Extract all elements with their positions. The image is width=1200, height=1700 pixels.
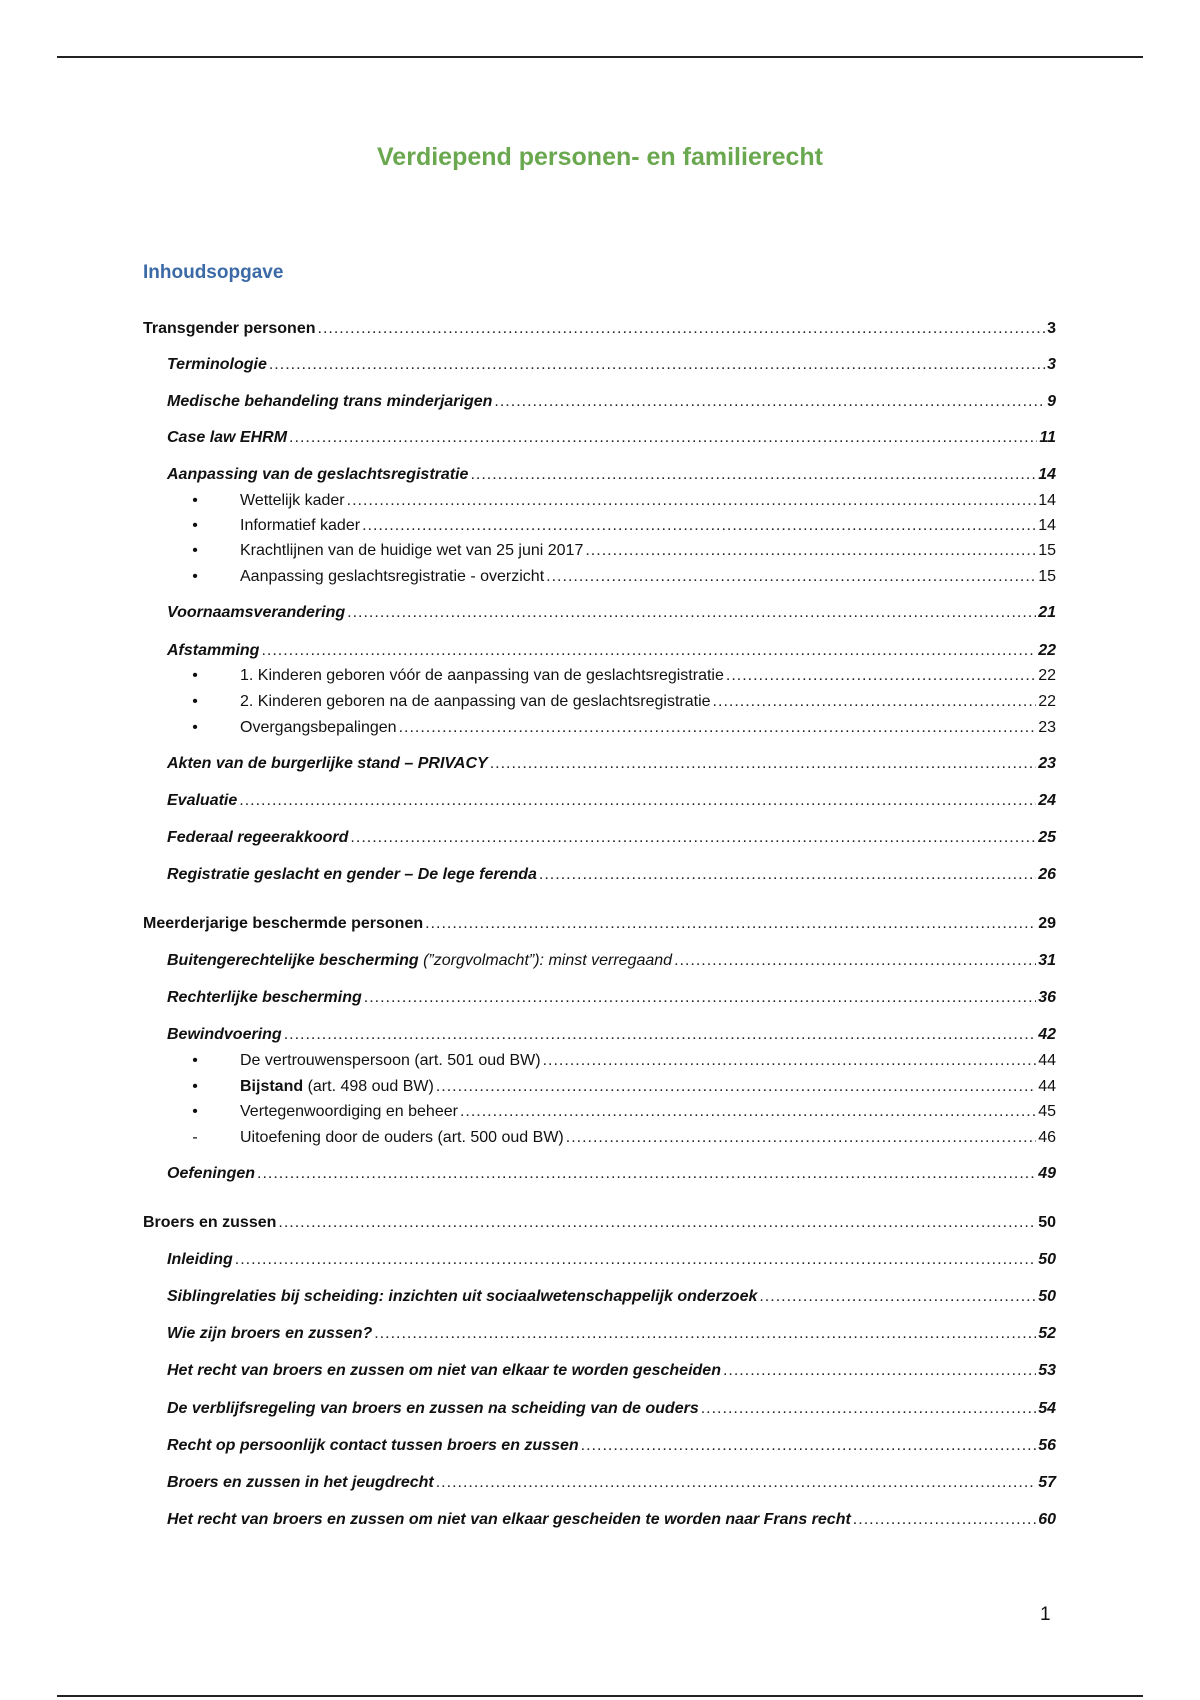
toc-entry-label: Wettelijk kader [240, 492, 345, 509]
toc-page-number: 31 [1038, 952, 1056, 969]
toc-entry-sub[interactable] [143, 1102, 1056, 1122]
bullet-icon: • [192, 568, 198, 585]
bullet-icon: • [192, 693, 198, 710]
dot-leader [546, 567, 1036, 587]
toc-page-number: 24 [1038, 792, 1056, 809]
toc-page-number: 46 [1038, 1129, 1056, 1146]
toc-entry-label: De verblijfsregeling van broers en zussen na scheiding van de ouders [167, 1400, 699, 1417]
toc-entry-label: Meerderjarige beschermde personen [143, 915, 424, 932]
toc-page-number: 14 [1038, 466, 1056, 483]
dot-leader [460, 1102, 1036, 1122]
toc-entry-label: Wie zijn broers en zussen? [167, 1325, 373, 1342]
toc-page-number: 15 [1038, 568, 1056, 585]
toc-entry-text [240, 567, 544, 587]
toc-entry-text [167, 603, 345, 623]
dot-leader [470, 465, 1036, 485]
bullet-icon: • [192, 1078, 198, 1095]
dot-leader [490, 754, 1037, 774]
toc-page-number: 14 [1038, 492, 1056, 509]
toc-entry-label: Aanpassing van de geslachtsregistratie [167, 466, 469, 483]
toc-entry-text [143, 914, 423, 934]
toc-entry-label: Inleiding [167, 1251, 233, 1268]
toc-entry-text [167, 392, 492, 412]
toc-page-number: 50 [1038, 1251, 1056, 1268]
dot-leader [347, 603, 1036, 623]
toc-entry-sub[interactable] [143, 1077, 1056, 1097]
toc-entry-text [143, 1213, 276, 1233]
toc-page-number: 23 [1038, 755, 1056, 772]
toc-entry-label: Broers en zussen [143, 1214, 277, 1231]
toc-page-number: 60 [1038, 1511, 1056, 1528]
toc-entry-section[interactable] [143, 865, 1056, 885]
toc-entry-text [167, 865, 537, 885]
toc-entry-section[interactable] [143, 1250, 1056, 1270]
toc-entry-section[interactable] [143, 1436, 1056, 1456]
toc-entry-text [167, 641, 259, 661]
toc-entry-chapter[interactable] [143, 914, 1056, 934]
toc-page-number: 50 [1038, 1288, 1056, 1305]
toc-entry-label: 2. Kinderen geboren na de aanpassing van de geslachtsregistratie [240, 693, 711, 710]
toc-entry-section[interactable] [143, 392, 1056, 412]
toc-page-number: 53 [1038, 1362, 1056, 1379]
dot-leader [566, 1128, 1036, 1148]
document-title: Verdiepend personen- en familierecht [377, 143, 823, 171]
dot-leader [347, 491, 1037, 511]
toc-entry-label: (art. 498 oud BW) [303, 1078, 434, 1095]
toc-entry-label: Broers en zussen in het jeugdrecht [167, 1474, 434, 1491]
toc-entry-section[interactable] [143, 465, 1056, 485]
dot-leader [362, 516, 1036, 536]
toc-entry-section[interactable] [143, 1164, 1056, 1184]
toc-entry-section[interactable] [143, 1510, 1056, 1530]
toc-entry-sub[interactable] [143, 1128, 1056, 1148]
dot-leader [853, 1510, 1036, 1530]
toc-entry-label: Uitoefening door de ouders (art. 500 oud BW) [240, 1129, 564, 1146]
toc-entry-label: Evaluatie [167, 792, 238, 809]
toc-entry-sub[interactable] [143, 567, 1056, 587]
toc-entry-label: Afstamming [167, 642, 260, 659]
toc-entry-section[interactable] [143, 1025, 1056, 1045]
toc-entry-label: Voornaamsverandering [167, 604, 346, 621]
dot-leader [278, 1213, 1036, 1233]
toc-entry-section[interactable] [143, 988, 1056, 1008]
toc-page-number: 54 [1038, 1400, 1056, 1417]
toc-page-number: 44 [1038, 1052, 1056, 1069]
dot-leader [374, 1324, 1036, 1344]
toc-entry-label: Akten van de burgerlijke stand – PRIVACY [167, 755, 488, 772]
toc-entry-label: Bewindvoering [167, 1026, 282, 1043]
toc-heading: Inhoudsopgave [143, 262, 284, 283]
toc-entry-text [167, 1287, 757, 1307]
dot-leader [239, 791, 1036, 811]
toc-entry-label: Registratie geslacht en gender – De lege ferenda [167, 866, 537, 883]
dot-leader [759, 1287, 1036, 1307]
toc-entry-text [240, 541, 583, 561]
toc-entry-label: Rechterlijke bescherming [167, 989, 362, 1006]
dot-leader [701, 1399, 1036, 1419]
page-number: 1 [1040, 1604, 1051, 1625]
dot-leader [257, 1164, 1036, 1184]
toc-entry-sub[interactable] [143, 1051, 1056, 1071]
toc-entry-label: Terminologie [167, 356, 267, 373]
bullet-icon: • [192, 517, 198, 534]
toc-entry-sub[interactable] [143, 491, 1056, 511]
toc-entry-text [240, 692, 711, 712]
dot-leader [235, 1250, 1036, 1270]
toc-page-number: 14 [1038, 517, 1056, 534]
bullet-icon: • [192, 667, 198, 684]
dot-leader [269, 355, 1045, 375]
bullet-icon: • [192, 492, 198, 509]
toc-entry-text [167, 1164, 255, 1184]
toc-entry-section[interactable] [143, 603, 1056, 623]
dot-leader [581, 1436, 1037, 1456]
toc-entry-text [240, 666, 724, 686]
toc-entry-text [167, 428, 287, 448]
toc-entry-label: Overgangsbepalingen [240, 719, 397, 736]
toc-entry-sub[interactable] [143, 541, 1056, 561]
toc-page-number: 3 [1047, 320, 1056, 337]
bullet-icon: • [192, 719, 198, 736]
dot-leader [284, 1025, 1037, 1045]
dot-leader [350, 828, 1036, 848]
toc-entry-label: Federaal regeerakkoord [167, 829, 349, 846]
dot-leader [436, 1473, 1036, 1493]
toc-entry-label: Buitengerechtelijke bescherming [167, 952, 419, 969]
toc-entry-text [167, 1324, 372, 1344]
toc-page-number: 56 [1038, 1437, 1056, 1454]
toc-entry-section[interactable] [143, 1324, 1056, 1344]
dot-leader [425, 914, 1036, 934]
toc-entry-text [167, 1436, 579, 1456]
footer-rule [57, 1695, 1143, 1697]
toc-entry-text [240, 718, 397, 738]
toc-entry-text [167, 465, 468, 485]
toc-entry-label: Case law EHRM [167, 429, 288, 446]
toc-entry-text [167, 1250, 233, 1270]
toc-page-number: 45 [1038, 1103, 1056, 1120]
toc-entry-text [167, 754, 488, 774]
toc-entry-label: Het recht van broers en zussen om niet van elkaar gescheiden te worden naar Frans recht [167, 1511, 851, 1528]
bullet-icon: • [192, 1052, 198, 1069]
dot-leader [539, 865, 1036, 885]
toc-page-number: 22 [1038, 693, 1056, 710]
toc-entry-text [240, 1051, 541, 1071]
toc-page-number: 15 [1038, 542, 1056, 559]
toc-page-number: 50 [1038, 1214, 1056, 1231]
toc-entry-text [240, 1077, 434, 1097]
dot-leader [399, 718, 1037, 738]
toc-entry-section[interactable] [143, 791, 1056, 811]
toc-page-number: 21 [1038, 604, 1056, 621]
toc-entry-chapter[interactable] [143, 1213, 1056, 1233]
toc-entry-text [143, 319, 316, 339]
toc-entry-label: Aanpassing geslachtsregistratie - overzicht [240, 568, 545, 585]
toc-entry-text [240, 1128, 564, 1148]
toc-entry-label: Medische behandeling trans minderjarigen [167, 393, 493, 410]
toc-page-number: 22 [1038, 667, 1056, 684]
toc-entry-text [167, 951, 672, 971]
toc-entry-section[interactable] [143, 828, 1056, 848]
toc-entry-section[interactable] [143, 1361, 1056, 1381]
toc-page-number: 49 [1038, 1165, 1056, 1182]
toc-entry-section[interactable] [143, 428, 1056, 448]
dot-leader [723, 1361, 1036, 1381]
toc-entry-section[interactable] [143, 754, 1056, 774]
toc-entry-label: Het recht van broers en zussen om niet van elkaar te worden gescheiden [167, 1362, 721, 1379]
toc-entry-text [167, 1025, 282, 1045]
toc-entry-sub[interactable] [143, 516, 1056, 536]
toc-entry-section[interactable] [143, 355, 1056, 375]
dot-leader [674, 951, 1036, 971]
toc-page-number: 26 [1038, 866, 1056, 883]
toc-entry-text [240, 1102, 458, 1122]
dot-leader [726, 666, 1036, 686]
dot-leader [261, 641, 1036, 661]
toc-page-number: 29 [1038, 915, 1056, 932]
bullet-icon: • [192, 1103, 198, 1120]
toc-entry-sub[interactable] [143, 692, 1056, 712]
toc-entry-text [167, 1510, 851, 1530]
toc-entry-text [167, 355, 267, 375]
bullet-icon: • [192, 542, 198, 559]
toc-entry-label: Vertegenwoordiging en beheer [240, 1103, 458, 1120]
toc-entry-text [167, 828, 348, 848]
toc-entry-section[interactable] [143, 1473, 1056, 1493]
toc-entry-chapter[interactable] [143, 319, 1056, 339]
toc-page-number: 25 [1038, 829, 1056, 846]
toc-entry-text [167, 1473, 434, 1493]
toc-entry-section[interactable] [143, 1399, 1056, 1419]
toc-entry-section[interactable] [143, 951, 1056, 971]
dot-leader [494, 392, 1045, 412]
toc-entry-extra-text: (”zorgvolmacht”): minst verregaand [418, 952, 673, 969]
header-rule [57, 56, 1143, 58]
dot-leader [585, 541, 1036, 561]
toc-entry-section[interactable] [143, 641, 1056, 661]
dot-leader [318, 319, 1046, 339]
dot-leader [289, 428, 1037, 448]
toc-entry-label: Krachtlijnen van de huidige wet van 25 juni 2017 [240, 542, 584, 559]
toc-page-number: 9 [1047, 393, 1056, 410]
toc-page-number: 3 [1047, 356, 1056, 373]
toc-entry-text [240, 491, 345, 511]
toc-entry-sub[interactable] [143, 666, 1056, 686]
toc-entry-label: 1. Kinderen geboren vóór de aanpassing van de geslachtsregistratie [240, 667, 724, 684]
toc-page-number: 52 [1038, 1325, 1056, 1342]
toc-entry-label: Oefeningen [167, 1165, 256, 1182]
toc-entry-sub[interactable] [143, 718, 1056, 738]
toc-entry-text [167, 1361, 721, 1381]
toc-page-number: 36 [1038, 989, 1056, 1006]
toc-page-number: 11 [1039, 429, 1056, 446]
dot-leader [713, 692, 1037, 712]
toc-entry-label: Transgender personen [143, 320, 316, 337]
dot-leader [436, 1077, 1036, 1097]
dash-icon: - [192, 1129, 198, 1146]
dot-leader [364, 988, 1036, 1008]
toc-entry-text [167, 988, 362, 1008]
toc-entry-text [240, 516, 360, 536]
toc-entry-label: De vertrouwenspersoon (art. 501 oud BW) [240, 1052, 541, 1069]
toc-entry-label: Siblingrelaties bij scheiding: inzichten uit sociaalwetenschappelijk onderzoek [167, 1288, 758, 1305]
toc-entry-label: Recht op persoonlijk contact tussen broers en zussen [167, 1437, 579, 1454]
toc-page-number: 57 [1038, 1474, 1056, 1491]
toc-page-number: 22 [1038, 642, 1056, 659]
toc-page-number: 42 [1038, 1026, 1056, 1043]
toc-entry-text [167, 791, 237, 811]
toc-entry-text [167, 1399, 699, 1419]
toc-entry-strong-text: Bijstand [240, 1078, 304, 1095]
toc-page-number: 23 [1038, 719, 1056, 736]
toc-entry-label: Informatief kader [240, 517, 361, 534]
toc-page-number: 44 [1038, 1078, 1056, 1095]
toc-entry-section[interactable] [143, 1287, 1056, 1307]
dot-leader [543, 1051, 1037, 1071]
